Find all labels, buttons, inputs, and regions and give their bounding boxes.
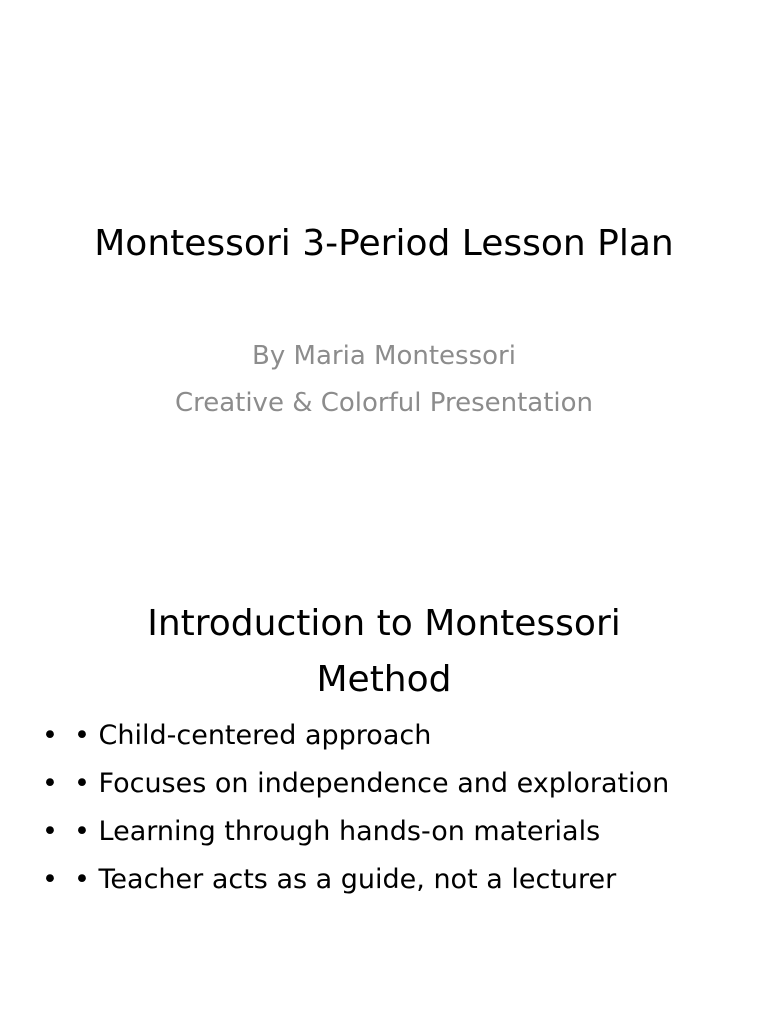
bullet-marker: •	[42, 816, 58, 847]
slide-heading-line-1: Introduction to Montessori	[147, 603, 621, 644]
subtitle-tagline-line: Creative & Colorful Presentation	[174, 388, 594, 418]
introduction-slide	[0, 512, 768, 1024]
bullet-marker: •	[42, 720, 58, 751]
bullet-text: • Learning through hands-on materials	[74, 816, 601, 847]
subtitle-author-line: By Maria Montessori	[252, 341, 516, 371]
bullet-item	[0, 808, 768, 856]
slide-title: Montessori 3-Period Lesson Plan	[94, 223, 674, 264]
bullet-list	[0, 712, 768, 904]
slide-subtitle	[0, 333, 768, 427]
bullet-item	[0, 712, 768, 760]
bullet-item	[0, 760, 768, 808]
bullet-item	[0, 856, 768, 904]
slide-heading-line-2: Method	[316, 659, 452, 700]
bullet-text: • Focuses on independence and exploration	[74, 768, 670, 799]
bullet-marker: •	[42, 864, 58, 895]
bullet-text: • Child-centered approach	[74, 720, 432, 751]
bullet-marker: •	[42, 768, 58, 799]
bullet-text: • Teacher acts as a guide, not a lecturer	[74, 864, 617, 895]
slide-heading	[84, 596, 684, 708]
